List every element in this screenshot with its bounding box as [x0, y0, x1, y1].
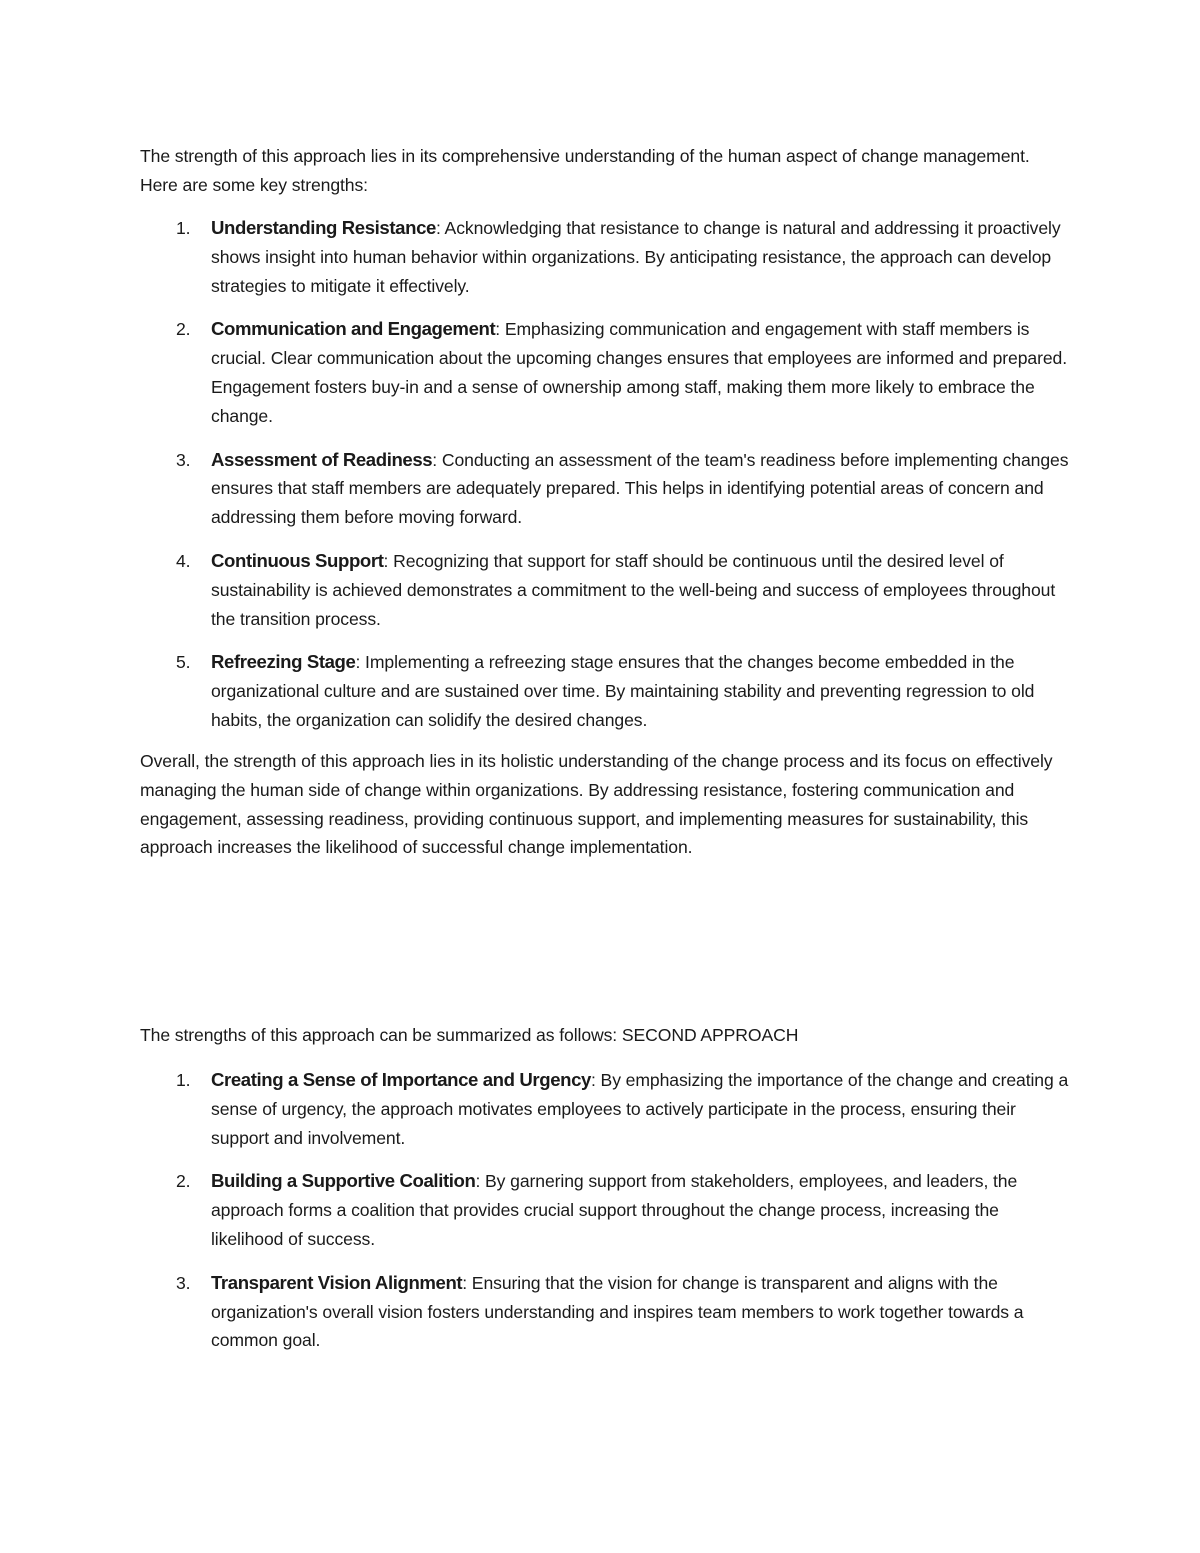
item-text: : By garnering support from stakeholders, employees, and leaders, the approach forms a coalition that provides crucial support throughout the change process, increasing the likelihood of success. [211, 1171, 1018, 1249]
item-title: Creating a Sense of Importance and Urgency [211, 1069, 591, 1090]
item-text: : Conducting an assessment of the team's readiness before implementing changes ensures that staff members are adequately prepared. This helps in identifying potential areas of concern and addressing them before moving forward. [211, 449, 1069, 528]
item-title: Communication and Engagement [211, 318, 496, 340]
list-number: 3. [176, 1272, 191, 1293]
list-item [140, 648, 1070, 734]
section2-strengths-list [140, 1066, 1070, 1370]
item-title: Refreezing Stage [211, 651, 356, 673]
list-number: 2. [176, 319, 191, 340]
section1-intro: The strength of this approach lies in its comprehensive understanding of the human aspect of change management. Here are some key strengths: [140, 146, 1030, 195]
item-title: Transparent Vision Alignment [211, 1271, 463, 1293]
item-title: Building a Supportive Coalition [211, 1170, 476, 1192]
section1-strengths-list [140, 214, 1070, 750]
list-item [140, 1167, 1070, 1253]
list-number: 1. [176, 218, 191, 238]
item-text: : Emphasizing communication and engagement with staff members is crucial. Clear communication about the upcoming changes ensures that employees are informed and prepared. Engagement fosters buy-in and a sense of ownership among staff, making them more likely to embrace the change. [211, 319, 1067, 426]
item-text: : Recognizing that support for staff should be continuous until the desired level of sustainability is achieved demonstrates a commitment to the well-being and success of employees throughout the transition process. [211, 550, 1056, 629]
item-title: Understanding Resistance [211, 217, 436, 238]
list-item [140, 1269, 1070, 1355]
item-title: Assessment of Readiness [211, 448, 433, 470]
list-number: 1. [176, 1070, 191, 1090]
list-item [140, 547, 1070, 633]
list-item [140, 214, 1070, 300]
list-item [140, 1066, 1070, 1152]
item-text: : Ensuring that the vision for change is transparent and aligns with the organization's overall vision fosters understanding and inspires team members to work together towards a common goal. [211, 1272, 1024, 1351]
list-number: 3. [176, 449, 191, 470]
item-text: : Acknowledging that resistance to change is natural and addressing it proactively shows insight into human behavior within organizations. By anticipating resistance, the approach can develop strategies to mitigate it effectively. [211, 218, 1061, 296]
section2-intro: The strengths of this approach can be summarized as follows: SECOND APPROACH [140, 1025, 799, 1045]
list-number: 2. [176, 1171, 191, 1192]
section1-conclusion: Overall, the strength of this approach lies in its holistic understanding of the change process and its focus on effectively managing the human side of change within organizations. By addressing resistance, fostering communication and engagement, assessing readiness, providing continuous support, and implementing measures for sustainability, this approach increases the likelihood of successful change implementation. [140, 751, 1053, 858]
item-title: Continuous Support [211, 549, 384, 571]
list-number: 5. [176, 652, 191, 673]
item-text: : Implementing a refreezing stage ensures that the changes become embedded in the organizational culture and are sustained over time. By maintaining stability and preventing regression to old habits, the organization can solidify the desired changes. [211, 652, 1035, 730]
list-number: 4. [176, 550, 191, 571]
list-item [140, 446, 1070, 532]
item-text: : By emphasizing the importance of the change and creating a sense of urgency, the approach motivates employees to actively participate in the process, ensuring their support and involvement. [211, 1070, 1069, 1148]
list-item [140, 315, 1070, 430]
